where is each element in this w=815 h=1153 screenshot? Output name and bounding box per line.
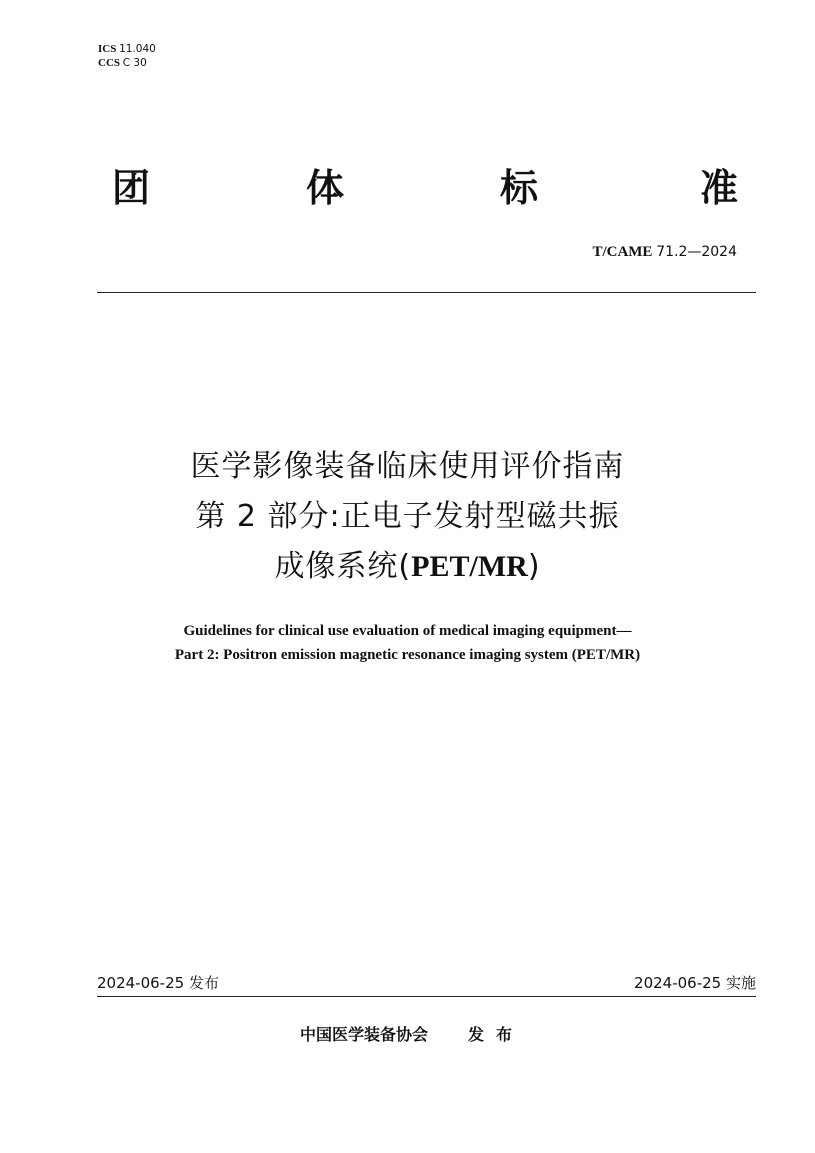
ccs-code: CCS C 30 bbox=[98, 57, 147, 69]
chinese-title-line-2: 第 2 部分:正电子发射型磁共振 bbox=[195, 499, 620, 534]
standard-type-char-1: 团 bbox=[112, 166, 151, 210]
chinese-title-line-3: 成像系统(PET/MR) bbox=[274, 549, 541, 584]
top-divider bbox=[97, 292, 756, 293]
issuer-verb: 发布 bbox=[468, 1025, 525, 1044]
issuer-name: 中国医学装备协会 bbox=[300, 1025, 429, 1044]
standard-number: T/CAME 71.2—2024 bbox=[592, 244, 737, 260]
implement-date: 2024-06-25 实施 bbox=[634, 974, 756, 992]
standard-type-char-4: 准 bbox=[700, 166, 739, 210]
standard-type-char-3: 标 bbox=[500, 166, 539, 210]
ics-code: ICS 11.040 bbox=[98, 43, 156, 55]
english-title bbox=[0, 619, 815, 667]
english-title-line-2: Part 2: Positron emission magnetic resonance imaging system (PET/MR) bbox=[174, 647, 641, 663]
classification-codes bbox=[98, 42, 156, 70]
english-title-line-1: Guidelines for clinical use evaluation of medical imaging equipment— bbox=[183, 623, 632, 639]
issuer bbox=[300, 1022, 524, 1045]
publish-date: 2024-06-25 发布 bbox=[97, 974, 219, 992]
bottom-divider bbox=[97, 996, 756, 997]
chinese-title-line-1: 医学影像装备临床使用评价指南 bbox=[190, 449, 625, 484]
chinese-title bbox=[0, 442, 815, 592]
standard-type-char-2: 体 bbox=[306, 166, 345, 210]
